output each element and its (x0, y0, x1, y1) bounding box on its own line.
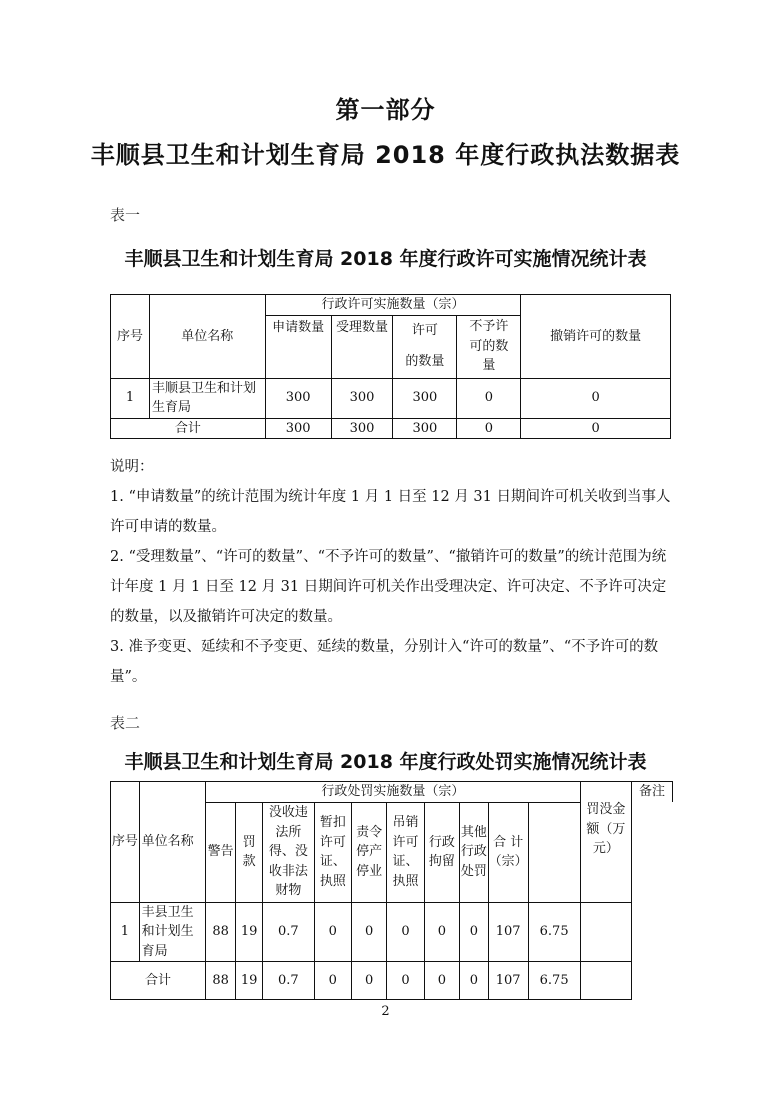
penalty-header-other: 其他行政处罚 (460, 802, 489, 902)
permit-header-permit-top: 许可 (393, 315, 457, 345)
permit-header-accept: 受理数量 (331, 315, 393, 378)
table-row (111, 418, 671, 439)
penalty-header-amount: 罚没金额（万元） (580, 782, 631, 903)
penalty-total-order-stop: 0 (352, 962, 387, 1000)
penalty-total-other: 0 (460, 962, 489, 1000)
penalty-row-remark (580, 902, 631, 962)
permit-header-deny: 不予许可的数量 (457, 315, 521, 378)
penalty-header-remark-cell (528, 802, 580, 902)
penalty-row-fine: 19 (236, 902, 263, 962)
penalty-row-order-stop: 0 (352, 902, 387, 962)
penalty-row-suspend: 0 (314, 902, 352, 962)
penalty-row-amount: 6.75 (528, 902, 580, 962)
permit-total-deny: 0 (457, 418, 521, 439)
page-number: 2 (381, 1004, 390, 1019)
permit-table (110, 294, 671, 439)
notes (110, 452, 671, 692)
permit-row-unit: 丰顺县卫生和计划生育局 (149, 378, 265, 418)
penalty-table (110, 781, 673, 1000)
penalty-row-confiscate: 0.7 (263, 902, 314, 962)
table-row (111, 902, 673, 962)
penalty-row-seq: 1 (111, 902, 140, 962)
penalty-total-label: 合计 (111, 962, 206, 1000)
permit-total-accept: 300 (331, 418, 393, 439)
penalty-header-group: 行政处罚实施数量（宗） (206, 782, 581, 803)
penalty-row-total: 107 (488, 902, 528, 962)
penalty-total-suspend: 0 (314, 962, 352, 1000)
penalty-header-order-stop: 责令停产停业 (352, 802, 387, 902)
penalty-row-revoke: 0 (387, 902, 425, 962)
permit-row-accept: 300 (331, 378, 393, 418)
penalty-total-warning: 88 (206, 962, 236, 1000)
penalty-row-other: 0 (460, 902, 489, 962)
penalty-header-confiscate: 没收违法所得、没收非法财物 (263, 802, 314, 902)
permit-row-deny: 0 (457, 378, 521, 418)
penalty-header-revoke: 吊销许可证、执照 (387, 802, 425, 902)
penalty-header-unit: 单位名称 (139, 782, 205, 903)
note-item-2: 2. “受理数量”、“许可的数量”、“不予许可的数量”、“撤销许可的数量”的统计范围为统计年度 1 月 1 日至 12 月 31 日期间许可机关作出受理决定、许可决定、不予许可决定的数量，以及撤销许可决定的数量。 (110, 549, 667, 625)
table2-label: 表二 (110, 714, 141, 732)
penalty-total-amount: 6.75 (528, 962, 580, 1000)
permit-row-revoke: 0 (521, 378, 671, 418)
table-row (111, 378, 671, 418)
penalty-header-fine: 罚款 (236, 802, 263, 902)
note-item-3: 3. 准予变更、延续和不予变更、延续的数量，分别计入“许可的数量”、“不予许可的数量”。 (110, 639, 659, 685)
penalty-total-fine: 19 (236, 962, 263, 1000)
penalty-header-detention: 行政拘留 (424, 802, 459, 902)
table-row (111, 962, 673, 1000)
penalty-header-suspend: 暂扣许可证、执照 (314, 802, 352, 902)
permit-header-seq: 序号 (111, 295, 150, 379)
penalty-total-revoke: 0 (387, 962, 425, 1000)
permit-total-label: 合计 (111, 418, 266, 439)
table1-title: 丰顺县卫生和计划生育局 2018 年度行政许可实施情况统计表 (124, 248, 647, 270)
note-item-1: 1. “申请数量”的统计范围为统计年度 1 月 1 日至 12 月 31 日期间许可机关收到当事人许可申请的数量。 (110, 489, 671, 535)
permit-total-apply: 300 (265, 418, 331, 439)
penalty-total-confiscate: 0.7 (263, 962, 314, 1000)
penalty-header-seq: 序号 (111, 782, 140, 903)
table1-label: 表一 (110, 206, 141, 224)
permit-header-group: 行政许可实施数量（宗） (265, 295, 521, 316)
permit-row-seq: 1 (111, 378, 150, 418)
penalty-row-warning: 88 (206, 902, 236, 962)
permit-header-apply: 申请数量 (265, 315, 331, 378)
penalty-header-total: 合 计（宗） (488, 802, 528, 902)
permit-row-permit: 300 (393, 378, 457, 418)
permit-total-permit: 300 (393, 418, 457, 439)
document-title: 丰顺县卫生和计划生育局 2018 年度行政执法数据表 (90, 141, 681, 169)
penalty-total-detention: 0 (424, 962, 459, 1000)
penalty-row-unit: 丰县卫生和计划生育局 (139, 902, 205, 962)
permit-header-revoke: 撤销许可的数量 (521, 295, 671, 379)
table2-title: 丰顺县卫生和计划生育局 2018 年度行政处罚实施情况统计表 (124, 751, 647, 773)
penalty-header-remark: 备注 (632, 782, 673, 803)
penalty-row-detention: 0 (424, 902, 459, 962)
part-heading: 第一部分 (335, 96, 436, 124)
permit-header-unit: 单位名称 (149, 295, 265, 379)
penalty-total-remark (580, 962, 631, 1000)
permit-total-revoke: 0 (521, 418, 671, 439)
penalty-header-warning: 警告 (206, 802, 236, 902)
penalty-total-total: 107 (488, 962, 528, 1000)
notes-title: 说明： (110, 459, 154, 475)
permit-header-permit-bottom: 的数量 (393, 345, 457, 378)
permit-row-apply: 300 (265, 378, 331, 418)
